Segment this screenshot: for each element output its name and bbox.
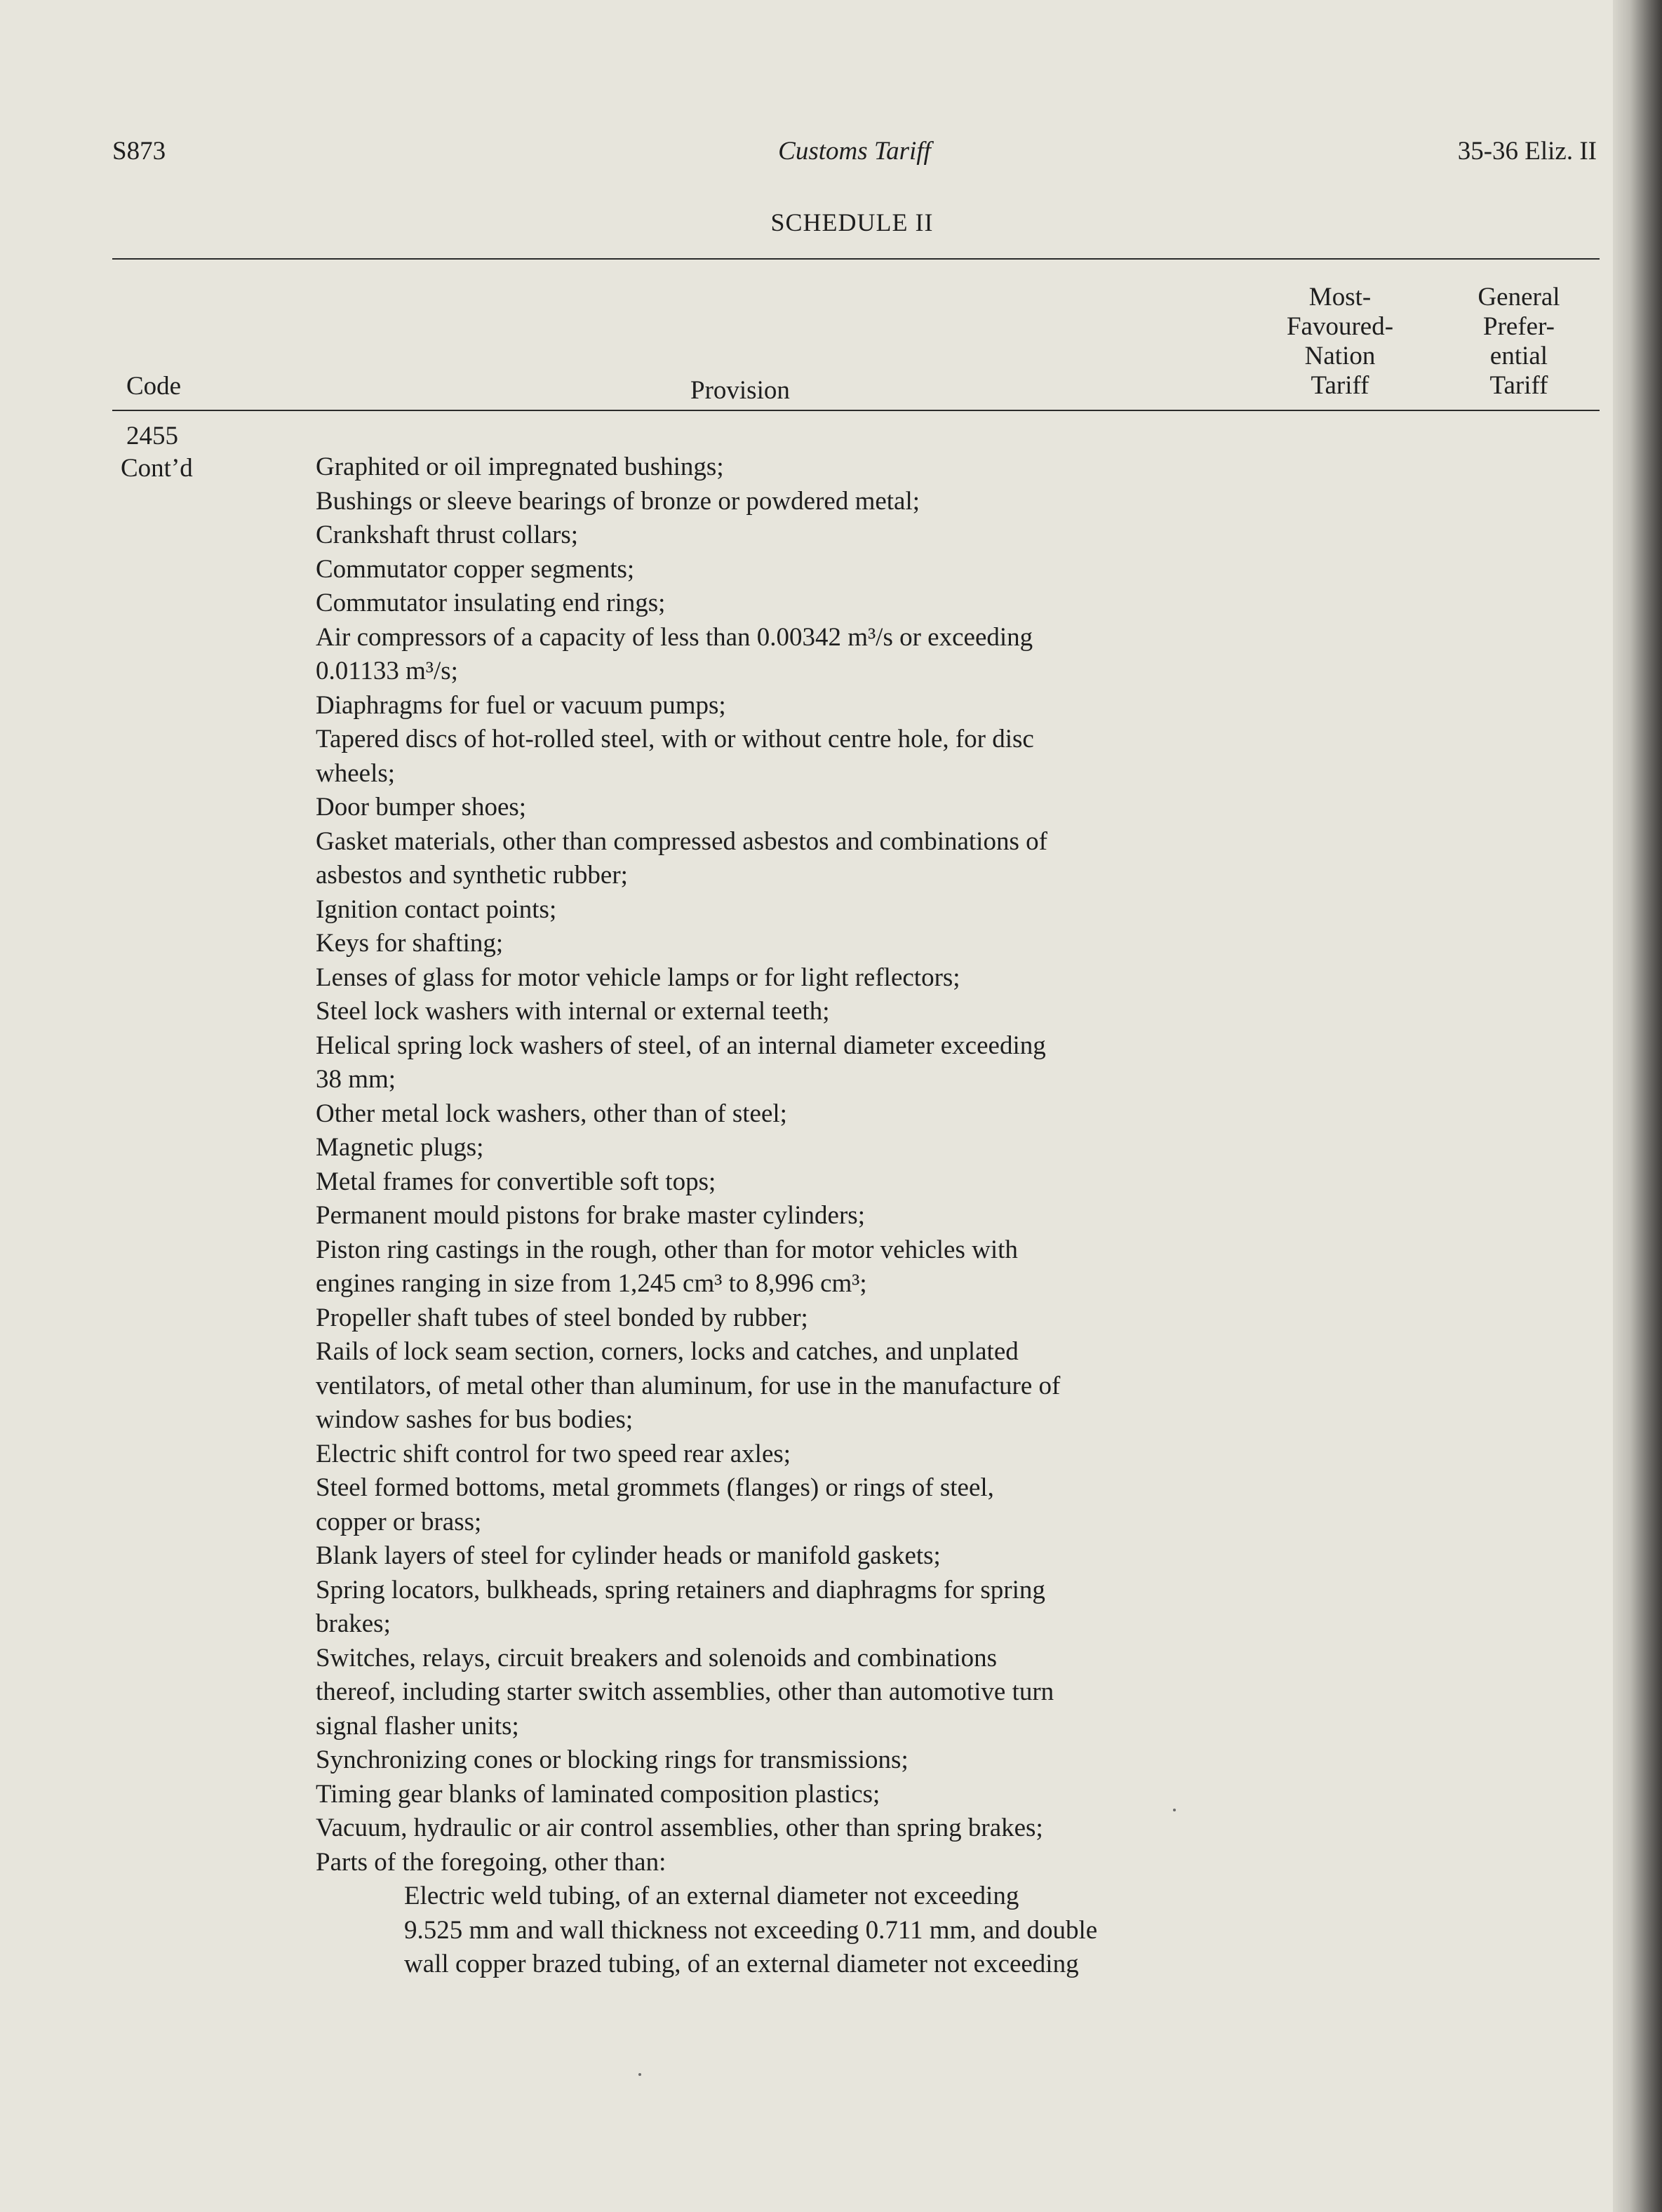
provision-line: Bushings or sleeve bearings of bronze or powdered metal; xyxy=(316,486,920,516)
provision-line: Propeller shaft tubes of steel bonded by rubber; xyxy=(316,1303,808,1332)
regnal-year: 35-36 Eliz. II xyxy=(1457,137,1597,166)
provision-line: Commutator copper segments; xyxy=(316,554,635,584)
provision-line: Blank layers of steel for cylinder heads or manifold gaskets; xyxy=(316,1541,941,1570)
provision-line: Diaphragms for fuel or vacuum pumps; xyxy=(316,690,726,720)
provision-line: Permanent mould pistons for brake master cylinders; xyxy=(316,1201,865,1230)
provision-line: Vacuum, hydraulic or air control assemblies, other than spring brakes; xyxy=(316,1814,1043,1842)
mfn-header-line: Favoured- xyxy=(1286,312,1394,341)
schedule-title: SCHEDULE II xyxy=(770,208,934,236)
provision-line: Steel formed bottoms, metal grommets (flanges) or rings of steel, xyxy=(316,1473,994,1502)
page-binding-shadow xyxy=(1613,0,1662,2212)
provision-line: wheels; xyxy=(316,758,396,788)
provision-line: Switches, relays, circuit breakers and solenoids and combinations xyxy=(316,1643,997,1673)
provision-line: Lenses of glass for motor vehicle lamps or for light reflectors; xyxy=(316,963,960,992)
mfn-header-line: Most- xyxy=(1308,283,1372,311)
provision-line: wall copper brazed tubing, of an external diameter not exceeding xyxy=(404,1950,1079,1978)
code-column-header: Code xyxy=(126,372,182,401)
table-header-rule xyxy=(112,410,1600,411)
provision-line: Parts of the foregoing, other than: xyxy=(316,1847,666,1877)
page-number: S873 xyxy=(112,137,166,166)
provision-line: Tapered discs of hot-rolled steel, with or without centre hole, for disc xyxy=(316,725,1034,753)
provision-line: window sashes for bus bodies; xyxy=(316,1405,634,1434)
gpt-header-line: General xyxy=(1477,283,1560,311)
provision-line: asbestos and synthetic rubber; xyxy=(316,861,628,890)
provision-line: Timing gear blanks of laminated composition plastics; xyxy=(316,1779,880,1809)
provision-column-header: Provision xyxy=(690,376,790,405)
gpt-header-line: Tariff xyxy=(1489,371,1548,400)
provision-line: Crankshaft thrust collars; xyxy=(316,521,579,549)
provision-line: Ignition contact points; xyxy=(316,894,557,924)
provision-line: Door bumper shoes; xyxy=(316,793,527,822)
provision-line: Electric weld tubing, of an external diameter not exceeding xyxy=(404,1882,1019,1910)
provision-line: 38 mm; xyxy=(316,1065,396,1094)
provision-line: 0.01133 m³/s; xyxy=(316,657,458,685)
continued-label: Cont’d xyxy=(121,454,193,483)
provision-line: Piston ring castings in the rough, other than for motor vehicles with xyxy=(316,1235,1018,1264)
gpt-header-line: ential xyxy=(1489,342,1548,370)
tariff-code: 2455 xyxy=(126,422,178,450)
mfn-header-line: Tariff xyxy=(1311,371,1369,400)
mfn-tariff-column-header xyxy=(1277,283,1403,401)
provision-line: Magnetic plugs; xyxy=(316,1133,484,1162)
provision-list xyxy=(316,450,1550,1982)
print-speck xyxy=(1173,1809,1176,1811)
provision-line: Synchronizing cones or blocking rings for transmissions; xyxy=(316,1745,909,1774)
running-title: Customs Tariff xyxy=(778,137,931,166)
provision-line: Spring locators, bulkheads, spring retainers and diaphragms for spring xyxy=(316,1575,1045,1604)
provision-line: signal flasher units; xyxy=(316,1711,519,1741)
provision-line: Rails of lock seam section, corners, locks and catches, and unplated xyxy=(316,1337,1019,1366)
provision-line: engines ranging in size from 1,245 cm³ to 8,996 cm³; xyxy=(316,1269,867,1298)
gpt-column-header xyxy=(1452,283,1586,401)
provision-line: 9.525 mm and wall thickness not exceeding 0.711 mm, and double xyxy=(404,1915,1098,1945)
running-header xyxy=(112,136,1597,175)
provision-line: Keys for shafting; xyxy=(316,929,504,958)
provision-line: Electric shift control for two speed rear axles; xyxy=(316,1439,791,1468)
provision-line: Graphited or oil impregnated bushings; xyxy=(316,453,724,481)
provision-line: ventilators, of metal other than aluminum, for use in the manufacture of xyxy=(316,1371,1061,1400)
provision-line: Helical spring lock washers of steel, of an internal diameter exceeding xyxy=(316,1031,1046,1060)
provision-line: Steel lock washers with internal or external teeth; xyxy=(316,997,830,1026)
provision-line: Other metal lock washers, other than of steel; xyxy=(316,1099,787,1128)
provision-line: copper or brass; xyxy=(316,1507,482,1536)
provision-line: Air compressors of a capacity of less than 0.00342 m³/s or exceeding xyxy=(316,622,1033,652)
print-speck xyxy=(638,2073,641,2076)
gpt-header-line: Prefer- xyxy=(1483,312,1555,341)
provision-line: brakes; xyxy=(316,1609,391,1638)
table-top-rule xyxy=(112,258,1600,260)
provision-line: Gasket materials, other than compressed asbestos and combinations of xyxy=(316,826,1047,856)
provision-line: Metal frames for convertible soft tops; xyxy=(316,1167,716,1196)
mfn-header-line: Nation xyxy=(1304,342,1376,370)
provision-line: Commutator insulating end rings; xyxy=(316,589,666,617)
provision-line: thereof, including starter switch assemblies, other than automotive turn xyxy=(316,1677,1054,1706)
